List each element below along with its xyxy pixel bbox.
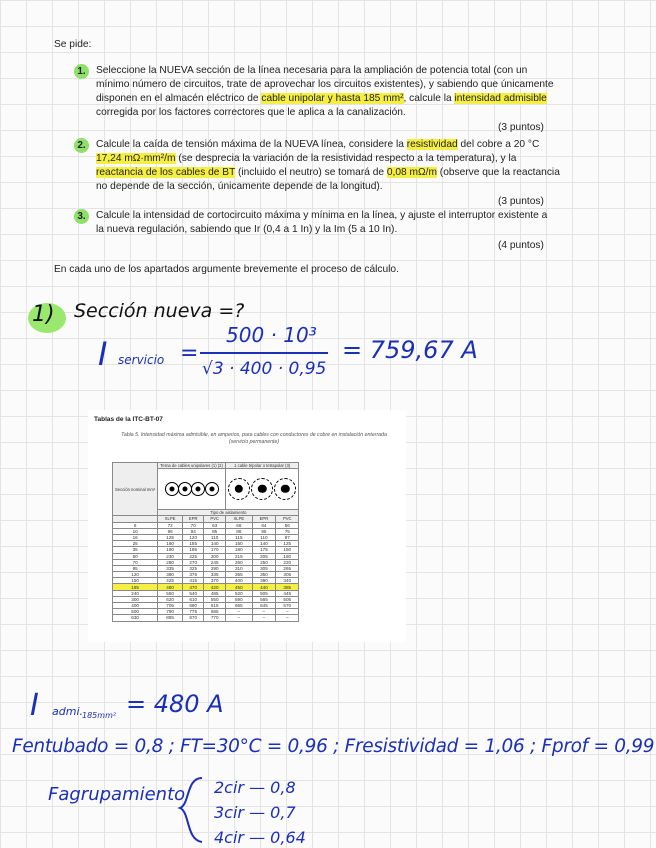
- section-cell: 95: [113, 565, 158, 571]
- item-1-line-3: [96, 92, 547, 106]
- value-cell: 570: [276, 603, 299, 609]
- value-cell: 620: [158, 596, 183, 602]
- cable-icon: [205, 482, 219, 496]
- value-cell: 520: [225, 590, 252, 596]
- value-cell: 420: [204, 584, 225, 590]
- value-cell: 170: [204, 547, 225, 553]
- agrupamiento-item: 4cir — 0,64: [214, 828, 306, 847]
- table-row: [113, 615, 299, 621]
- section-cell: 6: [113, 522, 158, 528]
- value-cell: 56: [276, 522, 299, 528]
- item-2-number: 2.: [74, 138, 89, 153]
- value-cell: –: [252, 615, 275, 621]
- i-servicio-result: = 759,67 A: [342, 336, 478, 364]
- section-cell: 240: [113, 590, 158, 596]
- denominator: √3 · 400 · 0,95: [202, 359, 327, 379]
- value-cell: 72: [158, 522, 183, 528]
- value-cell: 97: [276, 534, 299, 540]
- value-cell: 380: [158, 572, 183, 578]
- agrupamiento-item: 2cir — 0,8: [214, 778, 296, 797]
- value-cell: 160: [158, 541, 183, 547]
- item-3-line-2: la nueva regulación, sabiendo que Ir (0,4 a 1 In) y la Im (5 a 10 In).: [96, 224, 398, 235]
- column-header: PVC: [204, 516, 225, 522]
- value-cell: 140: [252, 541, 275, 547]
- item-2-line-3b: (incluido el neutro) se tomará de: [235, 167, 387, 178]
- value-cell: 85: [252, 528, 275, 534]
- value-cell: 390: [252, 578, 275, 584]
- value-cell: 335: [158, 565, 183, 571]
- value-cell: 370: [204, 578, 225, 584]
- item-2-line-3: [96, 166, 560, 180]
- section-cell: 185: [113, 584, 158, 590]
- value-cell: 645: [252, 603, 275, 609]
- value-cell: 540: [183, 590, 204, 596]
- step-title: Sección nueva =?: [74, 300, 245, 322]
- section-cell: 25: [113, 541, 158, 547]
- footer-note: En cada uno de los apartados argumente brevemente el proceso de cálculo.: [54, 264, 399, 275]
- value-cell: 180: [225, 547, 252, 553]
- value-cell: 180: [276, 553, 299, 559]
- value-cell: 190: [158, 547, 183, 553]
- value-cell: 70: [183, 522, 204, 528]
- value-cell: 125: [276, 541, 299, 547]
- value-cell: 870: [183, 615, 204, 621]
- section-cell: 120: [113, 572, 158, 578]
- itc-table-image: [88, 410, 406, 642]
- highlight-cable-unipolar: cable unipolar y hasta 185 mm²: [261, 93, 404, 104]
- item-1-points: (3 puntos): [498, 122, 544, 133]
- section-cell: 70: [113, 559, 158, 565]
- item-2-line-1: [96, 138, 539, 152]
- column-header: XLPE: [158, 516, 183, 522]
- correction-factors: Fentubado = 0,8 ; FT=30°C = 0,96 ; Fresistividad = 1,06 ; Fprof = 0,99: [12, 736, 655, 757]
- item-2-line-3d: (observe que la reactancia: [436, 167, 560, 178]
- tripolar-cable-icon: [228, 478, 250, 500]
- item-2-line-4: no depende de la sección, únicamente depende de la longitud).: [96, 181, 383, 192]
- item-3-line-1: Calcule la intensidad de cortocircuito máxima y mínima en la línea, y ajuste el interruptor existente a: [96, 210, 548, 221]
- brace-icon: [168, 774, 208, 846]
- value-cell: 66: [225, 522, 252, 528]
- i-adm-label: I: [30, 688, 39, 723]
- value-cell: 110: [204, 534, 225, 540]
- section-cell: 35: [113, 547, 158, 553]
- cable-icon: [178, 482, 192, 496]
- section-cell: 500: [113, 609, 158, 615]
- section-cell: 630: [113, 615, 158, 621]
- value-cell: –: [225, 609, 252, 615]
- value-cell: 185: [183, 547, 204, 553]
- unipolar-cable-drawing: [158, 469, 226, 510]
- value-cell: –: [225, 615, 252, 621]
- value-cell: 94: [183, 528, 204, 534]
- value-cell: 63: [204, 522, 225, 528]
- section-cell: 150: [113, 578, 158, 584]
- value-cell: 705: [158, 603, 183, 609]
- i-adm-value: = 480 A: [126, 690, 224, 718]
- value-cell: 415: [183, 578, 204, 584]
- value-cell: 485: [204, 590, 225, 596]
- column-header: EPR: [183, 516, 204, 522]
- value-cell: 550: [204, 596, 225, 602]
- value-cell: 355: [225, 572, 252, 578]
- tripolar-cable-drawing: [225, 469, 299, 510]
- value-cell: 260: [225, 559, 252, 565]
- column-header: PVC: [276, 516, 299, 522]
- column-header: EPR: [252, 516, 275, 522]
- value-cell: 325: [183, 565, 204, 571]
- tetrapolar-cable-icon: [274, 478, 296, 500]
- cable-icon: [165, 482, 179, 496]
- fraction-bar: [200, 352, 328, 354]
- value-cell: 340: [276, 578, 299, 584]
- se-pide-label: Se pide:: [54, 39, 92, 50]
- value-cell: 88: [225, 528, 252, 534]
- value-cell: 270: [183, 559, 204, 565]
- tipo-aislamiento-header: Tipo de aislamiento: [158, 510, 299, 516]
- item-1-number: 1.: [74, 64, 89, 79]
- value-cell: 125: [158, 534, 183, 540]
- highlight-resistividad: resistividad: [406, 139, 458, 150]
- section-cell: 50: [113, 553, 158, 559]
- item-1-line-1: Seleccione la NUEVA sección de la línea necesaria para la ampliación de potencia total (con un: [96, 65, 528, 76]
- value-cell: 790: [158, 609, 183, 615]
- value-cell: –: [276, 615, 299, 621]
- section-cell: 16: [113, 534, 158, 540]
- numerator: 500 · 10³: [226, 323, 317, 347]
- value-cell: 305: [276, 572, 299, 578]
- agrupamiento-label: Fagrupamiento: [48, 784, 186, 805]
- i-adm-subscript-2: 185mm²: [82, 711, 117, 720]
- value-cell: –: [276, 609, 299, 615]
- value-cell: 770: [204, 615, 225, 621]
- value-cell: 230: [158, 553, 183, 559]
- value-cell: 155: [183, 541, 204, 547]
- itc-table: [112, 462, 299, 622]
- i-servicio-subscript: servicio: [118, 353, 165, 367]
- i-adm-subscript: admi.: [52, 705, 83, 718]
- value-cell: 470: [183, 584, 204, 590]
- section-cell: 300: [113, 596, 158, 602]
- value-cell: 665: [225, 603, 252, 609]
- item-2-line-1c: del cobre a 20 °C: [457, 139, 540, 150]
- cable-icon: [191, 482, 205, 496]
- value-cell: 565: [252, 596, 275, 602]
- value-cell: 140: [204, 541, 225, 547]
- item-1-line-2: mínimo número de circuitos, trate de aprovechar los circuitos existentes), y sabiendo que únicamente: [96, 79, 554, 90]
- value-cell: 310: [225, 565, 252, 571]
- value-cell: 75: [276, 528, 299, 534]
- value-cell: 400: [225, 578, 252, 584]
- highlight-intensidad-admisible: intensidad admisible: [454, 93, 547, 104]
- highlight-resistividad-value: 17,24 mΩ·mm²/m: [96, 153, 176, 164]
- item-1-line-3a: disponen en el almacén eléctrico de: [96, 93, 262, 104]
- table-caption: Tabla 5. Intensidad máxima admisible, en amperios, para cables con conductores de cobre en instalación enterrada (servicio permanente): [121, 432, 387, 445]
- equals-sign: =: [180, 341, 199, 366]
- value-cell: 200: [204, 553, 225, 559]
- value-cell: 885: [158, 615, 183, 621]
- value-cell: 350: [252, 572, 275, 578]
- value-cell: 85: [204, 528, 225, 534]
- agrupamiento-item: 3cir — 0,7: [214, 803, 296, 822]
- tripolar-cable-icon: [251, 478, 273, 500]
- section-cell: 10: [113, 528, 158, 534]
- item-3-number: 3.: [74, 209, 89, 224]
- group-1-header: Terna de cables unipolares (1) (2): [158, 463, 226, 469]
- value-cell: 375: [183, 572, 204, 578]
- value-cell: 215: [225, 553, 252, 559]
- value-cell: 440: [252, 584, 275, 590]
- highlight-reactancia: reactancia de los cables de BT: [96, 167, 236, 178]
- value-cell: 445: [276, 590, 299, 596]
- group-2-header: 1 cable tripolar o tetrapolar (3): [225, 463, 299, 469]
- value-cell: 305: [252, 565, 275, 571]
- value-cell: 120: [183, 534, 204, 540]
- item-1-line-4: corregida por los factores correctores que le aplica a la canalización.: [96, 107, 406, 118]
- table-title: Tablas de la ITC-BT-07: [94, 416, 163, 423]
- value-cell: 480: [158, 584, 183, 590]
- i-servicio-label: I: [98, 335, 108, 373]
- value-cell: 175: [252, 547, 275, 553]
- value-cell: 115: [225, 534, 252, 540]
- value-cell: –: [252, 609, 275, 615]
- value-cell: 280: [158, 559, 183, 565]
- value-cell: 775: [183, 609, 204, 615]
- value-cell: 205: [252, 553, 275, 559]
- value-cell: 250: [252, 559, 275, 565]
- value-cell: 265: [276, 565, 299, 571]
- item-1-line-3c: , calcule la: [403, 93, 455, 104]
- column-header: XLPE: [225, 516, 252, 522]
- item-3-points: (4 puntos): [498, 240, 544, 251]
- item-2-line-2: [96, 152, 516, 166]
- value-cell: 505: [252, 590, 275, 596]
- value-cell: 685: [204, 609, 225, 615]
- value-cell: 505: [276, 596, 299, 602]
- value-cell: 610: [183, 596, 204, 602]
- value-cell: 690: [183, 603, 204, 609]
- value-cell: 150: [276, 547, 299, 553]
- value-cell: 450: [225, 584, 252, 590]
- value-cell: 590: [225, 596, 252, 602]
- value-cell: 385: [276, 584, 299, 590]
- value-cell: 96: [158, 528, 183, 534]
- value-cell: 110: [252, 534, 275, 540]
- value-cell: 615: [204, 603, 225, 609]
- value-cell: 225: [183, 553, 204, 559]
- value-cell: 335: [204, 572, 225, 578]
- item-2-line-1a: Calcule la caída de tensión máxima de la NUEVA línea, considere la: [96, 139, 407, 150]
- value-cell: 64: [252, 522, 275, 528]
- item-2-points: (3 puntos): [498, 196, 544, 207]
- section-header: Sección nominal mm²: [113, 463, 158, 516]
- value-cell: 425: [158, 578, 183, 584]
- value-cell: 220: [276, 559, 299, 565]
- value-cell: 550: [158, 590, 183, 596]
- value-cell: 245: [204, 559, 225, 565]
- value-cell: 290: [204, 565, 225, 571]
- step-number: 1): [32, 302, 55, 327]
- item-2-line-2b: (se desprecia la variación de la resistividad respecto a la temperatura), y la: [175, 153, 517, 164]
- value-cell: 150: [225, 541, 252, 547]
- section-cell: 400: [113, 603, 158, 609]
- highlight-reactancia-value: 0,08 mΩ/m: [386, 167, 437, 178]
